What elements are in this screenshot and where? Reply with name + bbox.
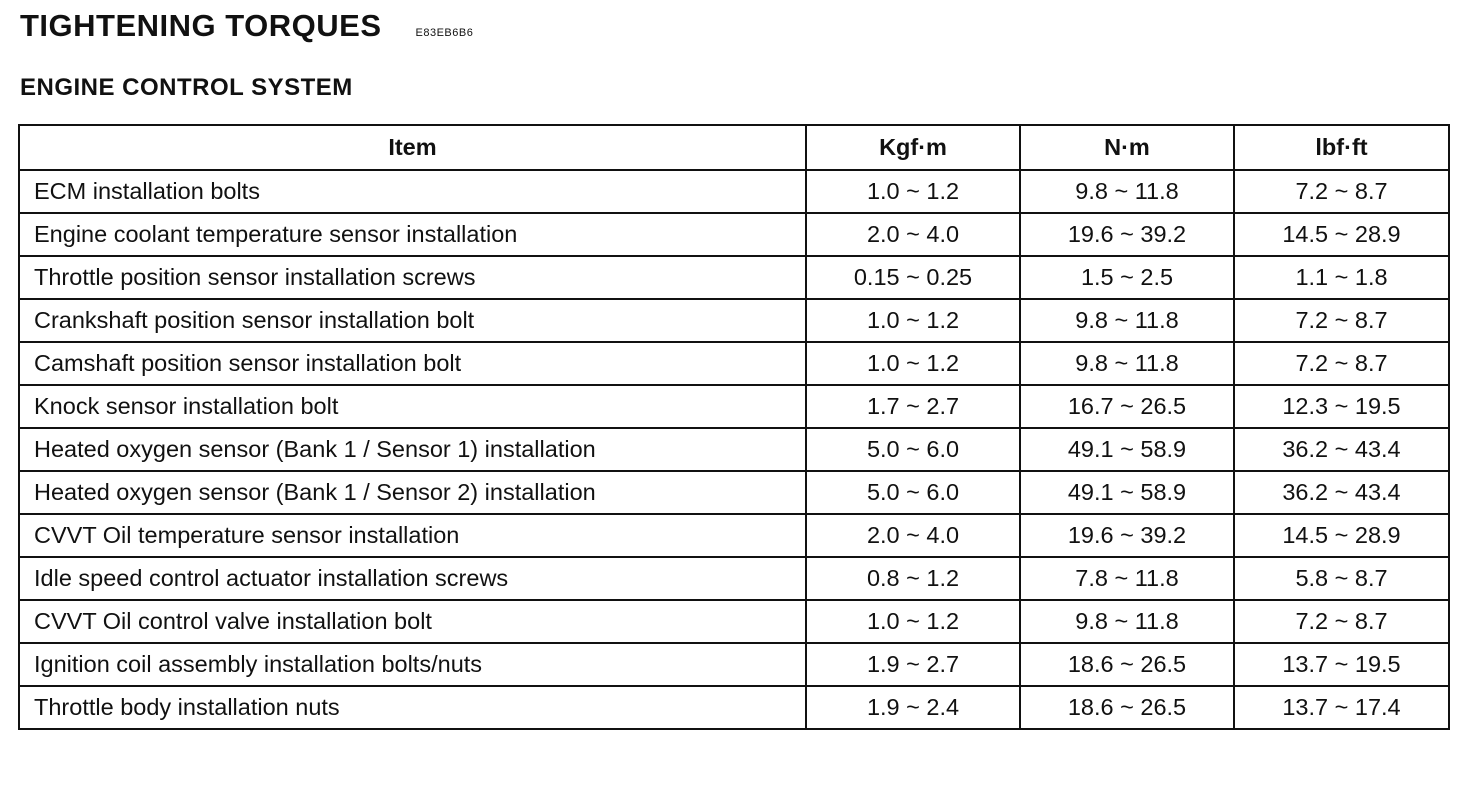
- column-header-lbf-ft: lbf·ft: [1234, 125, 1449, 170]
- lbf-ft-cell: 36.2 ~ 43.4: [1234, 471, 1449, 514]
- section-title: ENGINE CONTROL SYSTEM: [20, 74, 353, 101]
- table-row: [19, 299, 1449, 342]
- n-m-cell: 9.8 ~ 11.8: [1020, 299, 1234, 342]
- item-cell: CVVT Oil temperature sensor installation: [19, 514, 806, 557]
- kgf-m-cell: 1.0 ~ 1.2: [806, 342, 1020, 385]
- kgf-m-cell: 1.7 ~ 2.7: [806, 385, 1020, 428]
- table-row: [19, 471, 1449, 514]
- kgf-m-cell: 0.8 ~ 1.2: [806, 557, 1020, 600]
- lbf-ft-cell: 13.7 ~ 17.4: [1234, 686, 1449, 729]
- item-cell: Throttle position sensor installation screws: [19, 256, 806, 299]
- lbf-ft-cell: 14.5 ~ 28.9: [1234, 213, 1449, 256]
- item-cell: Throttle body installation nuts: [19, 686, 806, 729]
- kgf-m-cell: 5.0 ~ 6.0: [806, 428, 1020, 471]
- n-m-cell: 9.8 ~ 11.8: [1020, 600, 1234, 643]
- lbf-ft-cell: 7.2 ~ 8.7: [1234, 342, 1449, 385]
- column-header-kgf-m: Kgf·m: [806, 125, 1020, 170]
- table-row: [19, 342, 1449, 385]
- kgf-m-cell: 1.0 ~ 1.2: [806, 170, 1020, 213]
- n-m-cell: 9.8 ~ 11.8: [1020, 170, 1234, 213]
- lbf-ft-cell: 12.3 ~ 19.5: [1234, 385, 1449, 428]
- n-m-cell: 19.6 ~ 39.2: [1020, 213, 1234, 256]
- n-m-cell: 49.1 ~ 58.9: [1020, 471, 1234, 514]
- table-row: [19, 385, 1449, 428]
- n-m-cell: 49.1 ~ 58.9: [1020, 428, 1234, 471]
- n-m-cell: 7.8 ~ 11.8: [1020, 557, 1234, 600]
- item-cell: Engine coolant temperature sensor installation: [19, 213, 806, 256]
- table-row: [19, 428, 1449, 471]
- lbf-ft-cell: 5.8 ~ 8.7: [1234, 557, 1449, 600]
- table-header-row: [19, 125, 1449, 170]
- document-code: E83EB6B6: [415, 27, 474, 39]
- kgf-m-cell: 1.0 ~ 1.2: [806, 299, 1020, 342]
- kgf-m-cell: 1.0 ~ 1.2: [806, 600, 1020, 643]
- item-cell: Crankshaft position sensor installation bolt: [19, 299, 806, 342]
- table-row: [19, 213, 1449, 256]
- item-cell: Heated oxygen sensor (Bank 1 / Sensor 2) installation: [19, 471, 806, 514]
- item-cell: Ignition coil assembly installation bolts/nuts: [19, 643, 806, 686]
- n-m-cell: 1.5 ~ 2.5: [1020, 256, 1234, 299]
- item-cell: ECM installation bolts: [19, 170, 806, 213]
- kgf-m-cell: 1.9 ~ 2.7: [806, 643, 1020, 686]
- item-cell: Idle speed control actuator installation screws: [19, 557, 806, 600]
- lbf-ft-cell: 7.2 ~ 8.7: [1234, 170, 1449, 213]
- item-cell: Knock sensor installation bolt: [19, 385, 806, 428]
- lbf-ft-cell: 14.5 ~ 28.9: [1234, 514, 1449, 557]
- kgf-m-cell: 5.0 ~ 6.0: [806, 471, 1020, 514]
- table-row: [19, 686, 1449, 729]
- n-m-cell: 16.7 ~ 26.5: [1020, 385, 1234, 428]
- column-header-n-m: N·m: [1020, 125, 1234, 170]
- lbf-ft-cell: 36.2 ~ 43.4: [1234, 428, 1449, 471]
- lbf-ft-cell: 7.2 ~ 8.7: [1234, 600, 1449, 643]
- page-title: TIGHTENING TORQUES: [20, 8, 382, 43]
- page-header: [20, 8, 473, 48]
- n-m-cell: 18.6 ~ 26.5: [1020, 686, 1234, 729]
- kgf-m-cell: 0.15 ~ 0.25: [806, 256, 1020, 299]
- item-cell: Camshaft position sensor installation bolt: [19, 342, 806, 385]
- lbf-ft-cell: 7.2 ~ 8.7: [1234, 299, 1449, 342]
- table-row: [19, 557, 1449, 600]
- n-m-cell: 18.6 ~ 26.5: [1020, 643, 1234, 686]
- column-header-item: Item: [19, 125, 806, 170]
- table-row: [19, 643, 1449, 686]
- n-m-cell: 9.8 ~ 11.8: [1020, 342, 1234, 385]
- item-cell: CVVT Oil control valve installation bolt: [19, 600, 806, 643]
- item-cell: Heated oxygen sensor (Bank 1 / Sensor 1) installation: [19, 428, 806, 471]
- table-row: [19, 514, 1449, 557]
- n-m-cell: 19.6 ~ 39.2: [1020, 514, 1234, 557]
- lbf-ft-cell: 1.1 ~ 1.8: [1234, 256, 1449, 299]
- torque-table: [18, 124, 1450, 730]
- kgf-m-cell: 1.9 ~ 2.4: [806, 686, 1020, 729]
- kgf-m-cell: 2.0 ~ 4.0: [806, 514, 1020, 557]
- table-row: [19, 256, 1449, 299]
- table-row: [19, 170, 1449, 213]
- table-row: [19, 600, 1449, 643]
- kgf-m-cell: 2.0 ~ 4.0: [806, 213, 1020, 256]
- lbf-ft-cell: 13.7 ~ 19.5: [1234, 643, 1449, 686]
